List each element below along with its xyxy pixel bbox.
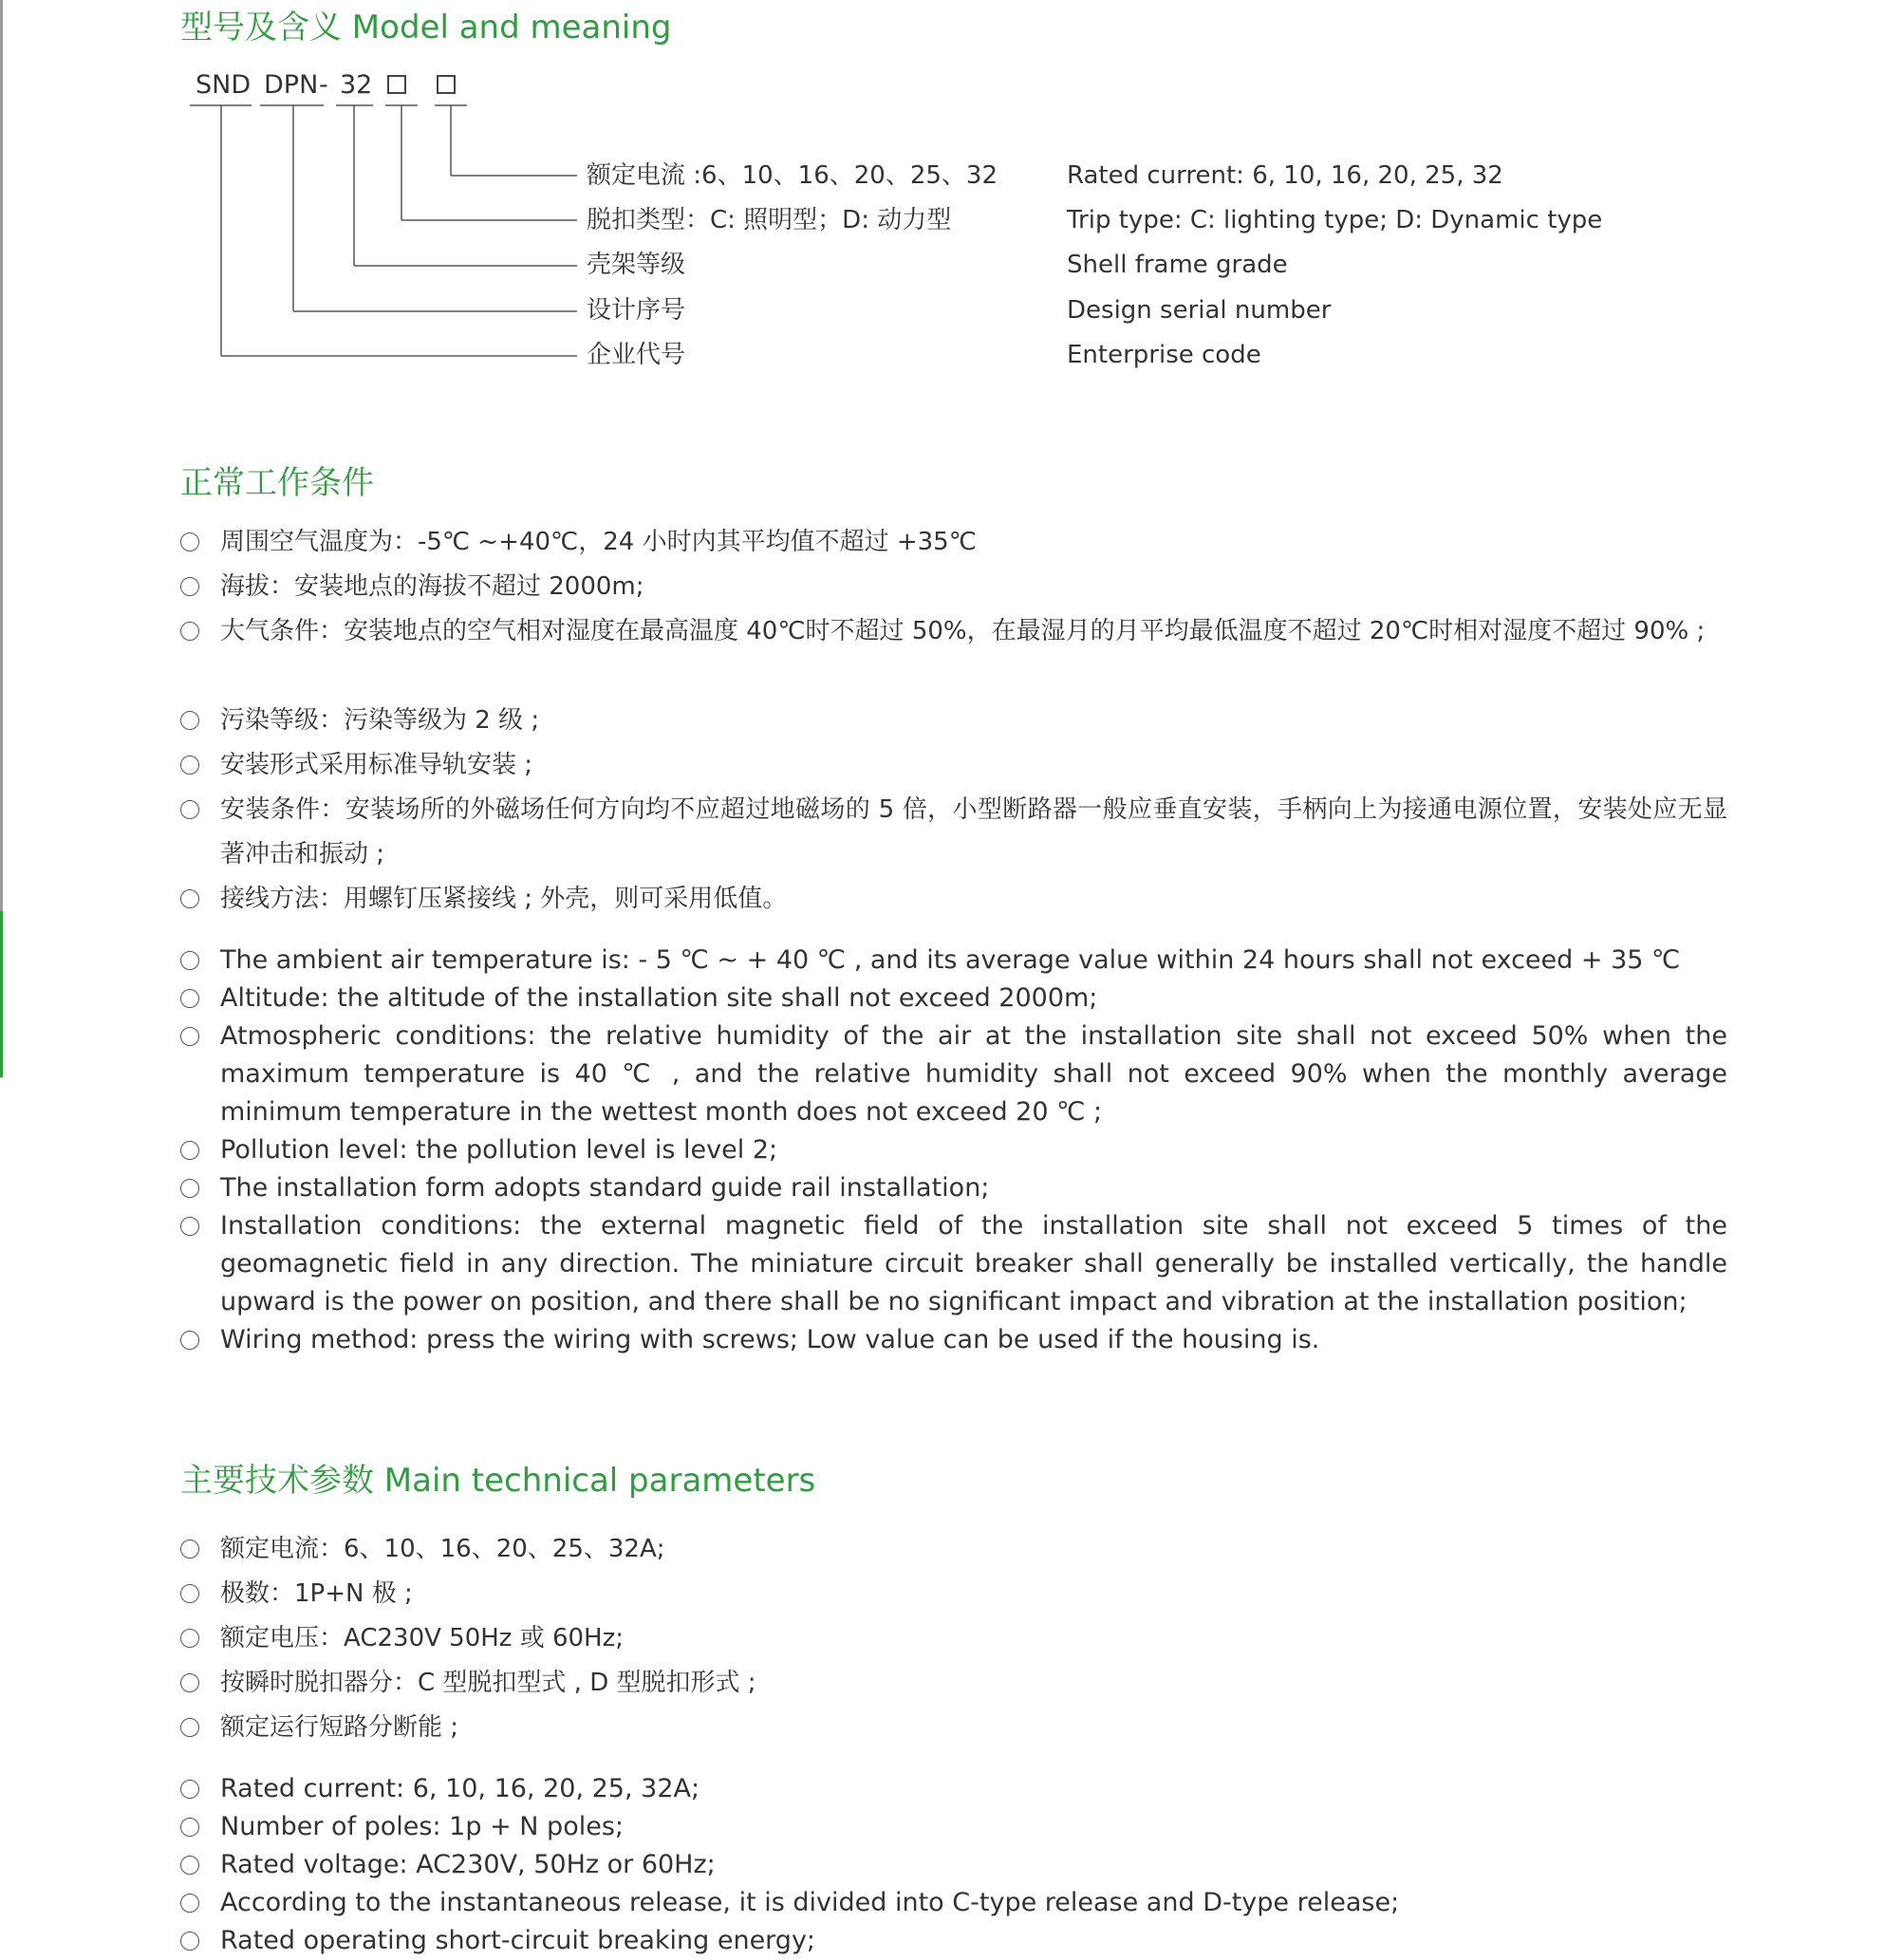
model-code-frame: 32	[340, 70, 373, 100]
bullet-circle	[180, 532, 199, 551]
bullet-circle	[180, 1818, 199, 1837]
section-heading-model-meaning: 型号及含义 Model and meaning	[180, 9, 672, 47]
model-row-enterprise-code-en: Enterprise code	[1067, 341, 1261, 369]
list-item-text: 接线方法：用螺钉压紧接线 ; 外壳，则可采用低值。	[220, 885, 788, 913]
bullet-circle	[180, 989, 199, 1008]
model-row-trip-type-en: Trip type: C: lighting type; D: Dynamic type	[1067, 206, 1603, 234]
bullet-circle	[180, 1673, 199, 1692]
list-item-text: Altitude: the altitude of the installation site shall not exceed 2000m;	[220, 983, 1098, 1013]
bullet-circle	[180, 1584, 199, 1603]
bullet-circle	[180, 800, 199, 819]
section-heading-technical-parameters: 主要技术参数 Main technical parameters	[180, 1462, 816, 1500]
bullet-circle	[180, 577, 199, 596]
page-edge-accent	[0, 911, 3, 1077]
list-item-text: 大气条件：安装地点的空气相对湿度在最高温度 40℃时不超过 50%，在最湿月的月平均最低温度不超过 20℃时相对湿度不超过 90% ;	[220, 617, 1706, 645]
model-row-design-serial-cn: 设计序号	[587, 296, 686, 325]
model-code-connector-lines	[0, 0, 1884, 380]
list-item-text: 安装形式采用标准导轨安装 ;	[220, 751, 533, 779]
model-row-enterprise-code-cn: 企业代号	[587, 341, 686, 369]
model-code-rated-current-box	[437, 75, 456, 94]
list-item-text: Rated current: 6, 10, 16, 20, 25, 32A;	[220, 1774, 700, 1803]
model-code-series: DPN	[264, 70, 319, 100]
list-item-text: The installation form adopts standard guide rail installation;	[220, 1173, 990, 1203]
bullet-circle	[180, 1629, 199, 1648]
bullet-circle	[180, 1540, 199, 1559]
bullet-circle	[180, 1179, 199, 1198]
model-row-frame-grade-cn: 壳架等级	[587, 251, 686, 279]
list-item-text: Rated voltage: AC230V, 50Hz or 60Hz;	[220, 1850, 716, 1879]
list-item-text: 按瞬时脱扣器分：C 型脱扣型式 , D 型脱扣形式 ;	[220, 1669, 756, 1697]
model-row-design-serial-en: Design serial number	[1067, 296, 1332, 325]
model-row-rated-current-en: Rated current: 6, 10, 16, 20, 25, 32	[1067, 161, 1503, 190]
bullet-circle	[180, 756, 199, 775]
list-item-text: 极数：1P+N 极 ;	[220, 1579, 413, 1608]
list-item-text: Atmospheric conditions: the relative humidity of the air at the installation site shall not exceed 50% when the maximum temperature is 40 ℃ , and the relative humidity shall not exceed 90% when the monthly average minimum temperature in the wettest month does not exceed 20 ℃ ;	[220, 1021, 1727, 1127]
list-item-text: 额定电压：AC230V 50Hz 或 60Hz;	[220, 1624, 625, 1652]
list-item-text: 污染等级：污染等级为 2 级 ;	[220, 706, 540, 735]
model-row-rated-current-cn: 额定电流 :6、10、16、20、25、32	[587, 161, 998, 190]
list-item-text: Pollution level: the pollution level is level 2;	[220, 1135, 778, 1165]
list-item-text: 额定运行短路分断能 ;	[220, 1713, 459, 1742]
model-code-trip-type-box	[387, 75, 406, 94]
bullet-circle	[180, 1718, 199, 1737]
list-item-text: According to the instantaneous release, it is divided into C-type release and D-type release;	[220, 1888, 1400, 1917]
list-item-text: 额定电流：6、10、16、20、25、32A;	[220, 1535, 665, 1563]
page-edge-marker	[0, 0, 3, 911]
list-item-text: Rated operating short-circuit breaking energy;	[220, 1926, 816, 1955]
list-item-text: The ambient air temperature is: - 5 ℃ ~ + 40 ℃ , and its average value within 24 hours shall not exceed + 35 ℃	[220, 945, 1681, 975]
bullet-circle	[180, 1894, 199, 1913]
bullet-circle	[180, 622, 199, 641]
bullet-circle	[180, 1217, 199, 1236]
list-item-text: 周围空气温度为：-5℃ ~+40℃，24 小时内其平均值不超过 +35℃	[220, 528, 977, 556]
model-row-trip-type-cn: 脱扣类型：C: 照明型；D: 动力型	[587, 206, 952, 234]
bullet-circle	[180, 1331, 199, 1350]
bullet-circle	[180, 1027, 199, 1046]
bullet-circle	[180, 1780, 199, 1799]
bullet-circle	[180, 1856, 199, 1875]
list-item-text: Wiring method: press the wiring with screws; Low value can be used if the housing is.	[220, 1325, 1320, 1354]
section-heading-working-conditions: 正常工作条件	[180, 464, 374, 502]
model-code-enterprise: SND	[196, 70, 252, 100]
model-row-frame-grade-en: Shell frame grade	[1067, 251, 1288, 279]
bullet-circle	[180, 1932, 199, 1951]
bullet-circle	[180, 951, 199, 970]
list-item-text: 海拔：安装地点的海拔不超过 2000m;	[220, 572, 644, 601]
list-item-text: Installation conditions: the external magnetic field of the installation site shall not exceed 5 times of the geomagnetic field in any direction. The miniature circuit breaker shall generally be installed vertically, the handle upward is the power on position, and there shall be no significant impact and vibration at the installation position;	[220, 1211, 1727, 1316]
list-item-text: 安装条件：安装场所的外磁场任何方向均不应超过地磁场的 5 倍，小型断路器一般应垂直安装，手柄向上为接通电源位置，安装处应无显著冲击和振动 ;	[220, 795, 1727, 868]
model-code-dash: -	[319, 70, 328, 100]
bullet-circle	[180, 711, 199, 730]
bullet-circle	[180, 889, 199, 908]
list-item-text: Number of poles: 1p + N poles;	[220, 1812, 624, 1841]
bullet-circle	[180, 1141, 199, 1160]
